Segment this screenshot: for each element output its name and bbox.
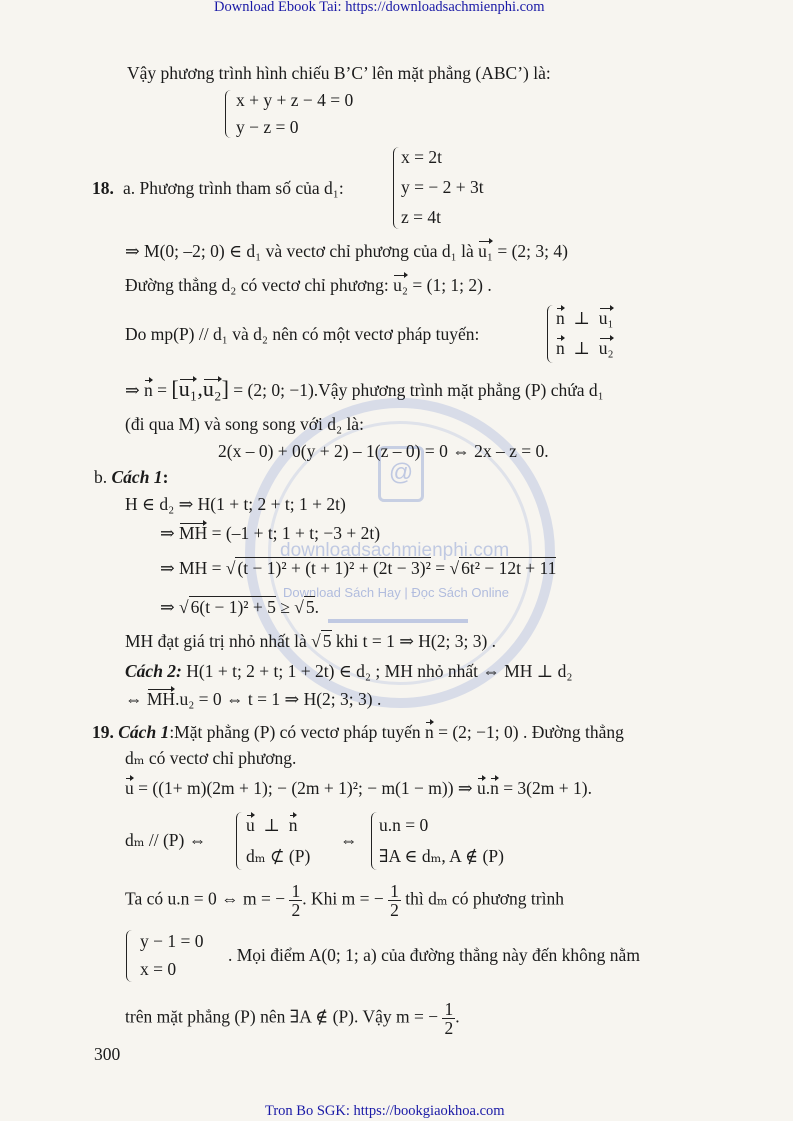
radical-expression: 6(t − 1)² + 5 [190,597,276,617]
min-value-tail: khi t = 1 ⇒ H(2; 3; 3) . [335,631,497,651]
watermark-underline [328,619,468,623]
fraction-half: $\frac{1}{2}$ [444,999,454,1038]
line-point-m-text: ⇒ M(0; –2; 0) ∈ d₁ và vectơ chỉ phương của d₁ là [125,241,474,261]
header-link[interactable]: Download Ebook Tai: https://downloadsachmienphi.com [214,0,545,15]
method-1-label: Cách 1 [111,467,163,487]
q19-vector-u-value: = ((1+ m)(2m + 1); − (2m + 1)²; − m(1 − m)) ⇒ [138,778,473,798]
ta-co-when: . Khi m = − [302,888,384,909]
equals-sign: = [157,380,168,400]
system-brace [547,305,554,363]
radical-simplified: 6t² − 12t + 11 [461,558,557,578]
watermark-site: downloadsachmienphi.com [280,540,510,561]
system5-row2: x = 0 [140,959,177,979]
system4-row1: u.n = 0 [379,815,429,835]
system1-eq1: x + y + z − 4 = 0 [236,90,354,110]
system2-eq1: x = 2t [401,147,442,167]
system2-eq2: y = − 2 + 3t [401,177,484,197]
system-brace [126,930,133,982]
radical-five: 5 [322,631,332,651]
page-number: 300 [94,1044,121,1064]
radical-five: 5 [305,597,315,617]
equals-sign: = [435,558,446,578]
vector-n: n [424,722,434,742]
vector-n: n [490,778,499,798]
system4-row2: ∃A ∈ dₘ, A ∉ (P) [379,846,504,866]
method-2-result [125,688,381,710]
h-point-line: H ∈ d₂ ⇒ H(1 + t; 2 + t; 1 + 2t) [125,494,346,514]
vector-u1: u₁ [478,241,493,261]
vector-mh: MH [146,689,176,709]
method-2-label: Cách 2: [125,661,182,681]
every-point-text: . Mọi điểm A(0; 1; a) của đường thẳng này đến không nằm [228,945,640,965]
book-at-icon: @ [378,446,424,502]
line-point-m [125,240,568,262]
question-18-number: 18. [92,178,114,198]
line-cross-tail: = (2; 0; −1).Vậy phương trình mặt phẳng (P) chứa d₁ [233,380,604,400]
implies-sign: ⇒ [125,380,140,400]
period: . [455,1006,460,1027]
mh-vector-line [160,522,380,544]
conclusion-line [125,1000,460,1037]
perp-row-1: n ⊥ u₁ [556,308,614,328]
radical-expression: (t − 1)² + (t + 1)² + (2t − 3)² [237,558,431,578]
geq-sign: ≥ [280,597,290,617]
plane-equation: 2(x – 0) + 0(y + 2) – 1(z – 0) = 0 ⇔ 2x – z = 0. [218,441,549,461]
ta-co-line [125,882,564,919]
q19-dot-product: = 3(2m + 1). [503,778,592,798]
system-brace [393,147,400,229]
part-b-heading [94,466,168,488]
fraction-half: $\frac{1}{2}$ [291,881,301,920]
parallel-condition-label: dₘ // (P) ⇔ [125,830,207,850]
mh-vector-value: = (–1 + t; 1 + t; −3 + 2t) [211,523,381,543]
line-d2-text: Đường thẳng d₂ có vectơ chỉ phương: [125,275,389,295]
vector-mh: MH [179,523,208,543]
system-brace [225,90,232,138]
watermark-tagline: Download Sách Hay | Đọc Sách Online [283,585,509,600]
perp-row-2: n ⊥ u₂ [556,338,614,358]
line-point-m-tail: = (2; 3; 4) [497,241,568,261]
system3-row1: u ⊥ n [246,815,298,835]
method-2-line [125,660,572,682]
vector-u: u [125,778,134,798]
paragraph-projection: Vậy phương trình hình chiếu B’C’ lên mặt phẳng (ABC’) là: [127,63,551,83]
system5-row1: y − 1 = 0 [140,931,204,951]
ta-co-tail: thì dₘ có phương trình [405,888,564,909]
iff-sign: ⇔ [125,689,143,709]
min-value-text: MH đạt giá trị nhỏ nhất là [125,631,307,651]
system-brace [236,812,243,870]
part-b-label: b. [94,467,108,487]
line-cross-product [125,378,604,401]
line-through-m: (đi qua M) và song song với d₂ là: [125,414,364,434]
cross-bracket: [u₁,u₂] [171,376,229,401]
vector-n: n [144,380,153,400]
method-2-result-text: .u₂ = 0 ⇔ t = 1 ⇒ H(2; 3; 3) . [175,689,382,709]
method-2-text: H(1 + t; 2 + t; 1 + 2t) ∈ d₂ ; MH nhỏ nhất ⇔ MH ⊥ d₂ [186,661,573,681]
inequality-line: ⇒ √ 6(t − 1)² + 5 ≥ √ 5. [160,597,320,617]
system-brace [371,812,378,870]
system2-eq3: z = 4t [401,207,441,227]
line-plane-normal: Do mp(P) // d₁ và d₂ nên có một vectơ pháp tuyến: [125,324,480,344]
question-19-number: 19. [92,722,114,742]
ta-co-text: Ta có u.n = 0 ⇔ m = − [125,888,286,909]
mh-length-line: ⇒ MH = √ (t − 1)² + (t + 1)² + (2t − 3)² = √ 6t² − 12t + 11 [160,558,557,578]
footer-link[interactable]: Tron Bo SGK: https://bookgiaokhoa.com [265,1103,505,1119]
min-value-line: MH đạt giá trị nhỏ nhất là √ 5 khi t = 1 ⇒ H(2; 3; 3) . [125,631,497,651]
implies-sign: ⇒ [160,597,175,617]
vector-u: u [476,778,486,798]
system1-eq2: y − z = 0 [236,117,299,137]
method-colon: : [162,467,169,487]
mh-length-label: ⇒ MH = [160,558,222,578]
q18a-text: a. Phương trình tham số của d₁: [123,178,344,198]
conclusion-text: trên mặt phẳng (P) nên ∃A ∉ (P). Vậy m = − [125,1006,439,1027]
method-1-label: Cách 1 [118,722,170,742]
line-d2-tail: = (1; 1; 2) . [412,275,492,295]
q19-text: :Mặt phẳng (P) có vectơ pháp tuyến [169,722,421,742]
q19-text-tail: = (2; −1; 0) . Đường thẳng [438,722,624,742]
fraction-half: $\frac{1}{2}$ [390,881,399,920]
question-19-line [92,721,624,743]
vector-u2: u₂ [393,275,408,295]
period: . [314,597,320,617]
system3-row2: dₘ ⊄ (P) [246,846,311,866]
iff-sign: ⇔ [340,830,358,850]
line-d2 [125,274,492,296]
q19-direction-line: dₘ có vectơ chỉ phương. [125,748,297,768]
q19-vector-u-line: u = ((1+ m)(2m + 1); − (2m + 1)²; − m(1 − m)) ⇒ u.n = 3(2m + 1). [125,778,592,798]
implies-sign: ⇒ [160,523,175,543]
